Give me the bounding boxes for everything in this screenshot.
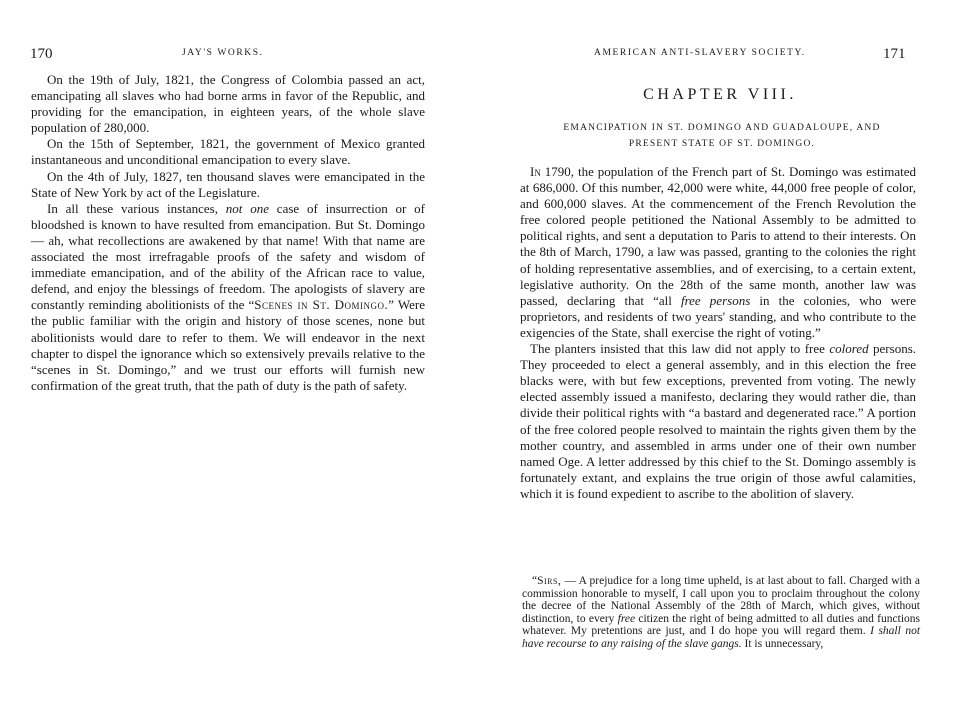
text-run: persons. They proceeded to elect a general assembly, and in this election the free blacks were, with but few exceptions, prevented from voting. The newly elected assembly issued a manifesto, declaring they would rather die, than divide their political rights with “a bastard and degenerated race.” A portion of the free colored people resolved to maintain the rights given them by the mother country, and assembled in arms under one of their own number named Oge. A letter addressed by this chief to the St. Domingo assembly is fortunately extant, and explains the true origin of those awful calamities, which it is found expedient to ascribe to the abolition of slavery.	[520, 341, 916, 501]
emphasis: free persons	[680, 292, 751, 308]
quote-open: “	[532, 575, 538, 587]
text-run: citizen the right of being admitted to all duties and functions whatever. My pretentions are just, and I do hope you will regard them.	[522, 612, 920, 638]
text-run: case of insurrection or of bloodshed is known to have resulted from emancipation. But St. Domingo — ah, what recollections are awakened by that name! With that name are associated the most irrefragable proofs of the safety and wisdom of immediate emancipation, and of the ability of the African race to value, defend, and enjoy the blessings of freedom. The apologists of slavery are constantly reminding abolitionists of the “	[31, 200, 425, 313]
chapter-subtitle	[522, 120, 922, 152]
text-run: — A prejudice for a long time upheld, is at last about to fall. Charged with a commission honorable to myself, I call upon you to proclaim throughout the colony the decree of the National Assembly of the 28th of March, which gives, without distinction, to every	[522, 575, 920, 625]
text-run: It is unnecessary,	[741, 637, 824, 650]
small-caps-title: Scenes in St. Domingo.	[254, 297, 389, 313]
paragraph: On the 19th of July, 1821, the Congress of Colombia passed an act, emancipating all slaves who had borne arms in favor of the Republic, and providing for the emancipation, in eighteen years, of the whole slave population of 280,000.	[31, 72, 425, 136]
paragraph	[520, 164, 916, 341]
text-run: In all these various instances,	[47, 200, 226, 216]
right-page	[490, 0, 980, 709]
left-page	[0, 0, 470, 709]
text-run: 1790, the population of the French part of St. Domingo was estimated at 686,000. Of this number, 42,000 were white, 44,000 free people of color, and 600,000 slaves. At the commencement of the French Revolution the free colored people petitioned the National Assembly to be admitted to political rights, and sent a deputation to Paris to attend to their interests. On the 8th of March, 1790, a law was passed, granting to the colonies the right of holding representative assemblies, and of exercising, to a certain extent, legislative authority. On the 28th of the same month, another law was passed, declaring that “all	[520, 164, 916, 308]
subtitle-line: EMANCIPATION IN ST. DOMINGO AND GUADALOUPE, AND	[563, 123, 881, 133]
text-run: ” Were the public familiar with the origin and history of those scenes, none but abolitionists would dare to refer to them. We will endeavor in the next chapter to dispel the ignorance which so extensively prevails relative to the “scenes in St. Domingo,” and we trust our efforts will furnish new confirmation of the great truth, that the path of duty is the path of safety.	[31, 297, 425, 393]
emphasis: I shall not have recourse to any raising of the slave gangs.	[522, 625, 921, 650]
drop-cap: In	[530, 164, 541, 179]
paragraph: On the 4th of July, 1827, ten thousand slaves were emancipated in the State of New York by act of the Legislature.	[31, 168, 425, 200]
paragraph	[520, 341, 916, 502]
salutation: Sirs,	[537, 575, 562, 587]
chapter-title: CHAPTER VIII.	[643, 86, 797, 103]
paragraph	[31, 201, 425, 394]
subtitle-line: PRESENT STATE OF ST. DOMINGO.	[628, 139, 816, 149]
paragraph: On the 15th of September, 1821, the government of Mexico granted instantaneous and unconditional emancipation to every slave.	[31, 136, 425, 168]
text-run: The planters insisted that this law did not apply to free	[530, 341, 830, 357]
left-body-text	[31, 72, 425, 394]
right-body-text	[520, 164, 916, 502]
emphasis: colored	[829, 341, 869, 357]
running-head-right: AMERICAN ANTI-SLAVERY SOCIETY.	[594, 48, 806, 58]
quoted-letter	[522, 575, 920, 651]
quote-paragraph	[522, 575, 920, 651]
text-run: in the colonies, who were proprietors, and residents of two years' standing, and who contribute to the exigencies of the State, shall exercise the right of voting.”	[520, 292, 917, 340]
page-number-right: 171	[883, 46, 906, 62]
emphasis: free	[617, 612, 636, 625]
page-number-left: 170	[30, 46, 53, 62]
running-head-left: JAY'S WORKS.	[182, 48, 264, 58]
emphasis: not one	[225, 200, 269, 216]
